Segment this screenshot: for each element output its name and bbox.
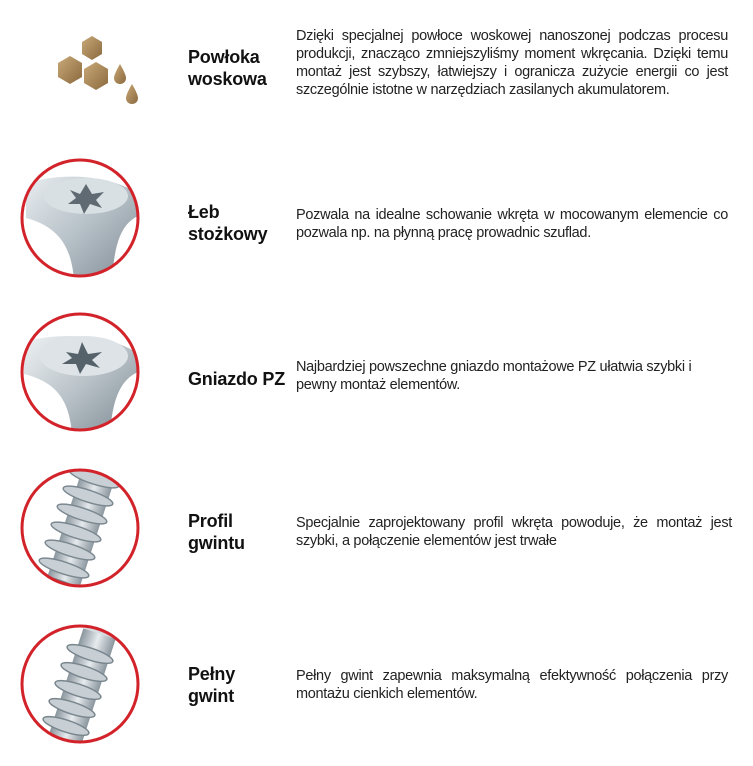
feature-title: Powłoka woskowa (188, 47, 267, 89)
full-thread-icon (16, 620, 144, 748)
wax-hexagons-icon (40, 18, 150, 118)
feature-description: Specjalnie zaprojektowany profil wkręta powoduje, że montaż jest szybki, a połączenie elementów jest trwałe (296, 515, 732, 549)
feature-title: Pełny gwint (188, 664, 236, 706)
pz-socket-icon (16, 308, 144, 436)
feature-description: Pozwala na idealne schowanie wkręta w mocowanym elemencie co pozwala np. na płynną pracę prowadnic szuflad. (296, 207, 728, 241)
feature-description: Najbardziej powszechne gniazdo montażowe PZ ułatwia szybki i pewny montaż elementów. (296, 359, 692, 393)
feature-description: Pełny gwint zapewnia maksymalną efektywność połączenia przy montażu cienkich elementów. (296, 668, 728, 702)
feature-title: Profil gwintu (188, 511, 245, 553)
thread-profile-icon (16, 464, 144, 592)
feature-description: Dzięki specjalnej powłoce woskowej nanoszonej podczas procesu produkcji, znacząco zmniejszyliśmy moment wkręcania. Dzięki temu montaż jest szybszy, łatwiejszy i ogranicza zużycie energii co jest szczególnie istotne w narzędziach zasilanych akumulatorem. (296, 28, 728, 98)
feature-title: Łeb stożkowy (188, 202, 268, 244)
feature-title: Gniazdo PZ (188, 369, 286, 389)
countersunk-head-icon (16, 154, 144, 282)
